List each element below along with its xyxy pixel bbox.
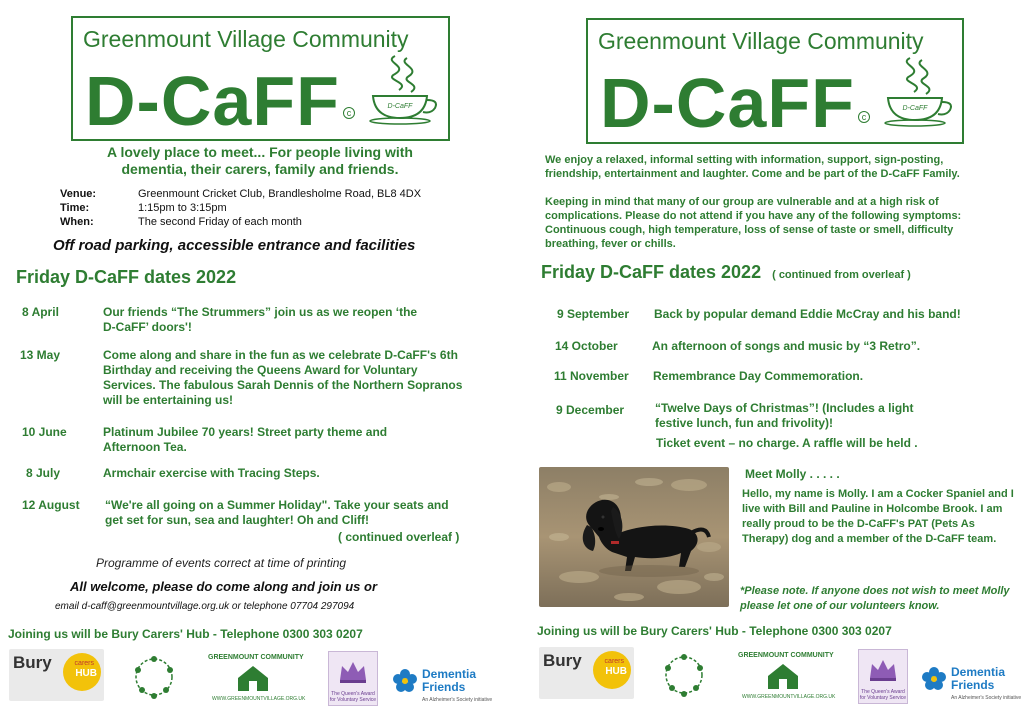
continued-overleaf: ( continued overleaf ) — [338, 530, 460, 544]
molly-heading: Meet Molly . . . . . — [745, 467, 840, 481]
event-date: 13 May — [20, 348, 61, 362]
left-dates-title: Friday D-CaFF dates 2022 — [16, 267, 237, 287]
event-text: Remembrance Day Commemoration. — [653, 369, 864, 383]
molly-note: *Please note. If anyone does not wish to meet Molly please let one of our volunteers know. — [740, 585, 1010, 612]
event-text: “We're all going on a Summer Holiday". Take your seats and get set for sun, sea and laughter! Oh and Cliff! — [105, 498, 449, 527]
forget-me-not-icon — [392, 668, 418, 694]
community-url: WWW.GREENMOUNTVILLAGE.ORG.UK — [742, 694, 836, 700]
community-url: WWW.GREENMOUNTVILLAGE.ORG.UK — [212, 696, 306, 702]
dementia-word: Dementia — [422, 667, 477, 681]
queens-award-logo — [858, 649, 908, 704]
event-date: 9 December — [556, 403, 625, 417]
hub-text: HUB — [605, 666, 627, 677]
community-arc-text: GREENMOUNT COMMUNITY — [208, 654, 304, 661]
queens-award-text: The Queen's Award for Voluntary Service — [329, 691, 377, 703]
time-label: Time: — [60, 202, 90, 214]
event-text: Armchair exercise with Tracing Steps. — [103, 466, 320, 480]
programme-note: Programme of events correct at time of printing — [96, 556, 347, 570]
coffee-cup-icon — [365, 52, 441, 126]
forget-me-not-icon — [921, 666, 947, 692]
event-text: Platinum Jubilee 70 years! Street party theme and Afternoon Tea. — [103, 425, 388, 454]
queens-award-text: The Queen's Award for Voluntary Service — [859, 689, 907, 701]
bury-text: Bury — [543, 651, 582, 670]
carers-hub-line: Joining us will be Bury Carers' Hub - Telephone 0300 303 0207 — [537, 624, 892, 638]
welcome-note: All welcome, please do come along and join us or — [70, 579, 378, 594]
event-date: 8 July — [26, 466, 61, 480]
crown-icon — [868, 656, 898, 682]
dementia-friends-logo — [392, 666, 492, 706]
molly-photo — [539, 467, 729, 607]
event-date: 8 April — [22, 305, 59, 319]
dementia-subtext: An Alzheimer's Society initiative — [951, 695, 1022, 701]
event-text: Back by popular demand Eddie McCray and his band! — [654, 307, 961, 321]
molly-description: Hello, my name is Molly. I am a Cocker Spaniel and I live with Bill and Pauline in Holcombe Brook. I am really proud to be the D-CaFF's PAT (Pets As Therapy) dog and a member of the D-CaFF team. — [742, 488, 1014, 545]
logo-brand: D-CaFF — [85, 62, 340, 140]
carers-text: carers — [74, 660, 94, 667]
copyright-mark: c — [343, 107, 355, 119]
logo-brand: D-CaFF — [600, 64, 855, 142]
dementia-subtext: An Alzheimer's Society initiative — [422, 697, 493, 703]
queens-award-logo — [328, 651, 378, 706]
dementia-friends-text — [951, 666, 1005, 692]
dates-title-text: Friday D-CaFF dates 2022 — [541, 262, 762, 282]
parking-note: Off road parking, accessible entrance and facilities — [53, 237, 416, 254]
coffee-cup-icon — [880, 54, 956, 128]
dementia-word: Dementia — [951, 665, 1006, 679]
dementia-friends-logo — [921, 664, 1021, 704]
friends-word: Friends — [951, 678, 995, 692]
greenmount-community-logo — [732, 652, 836, 702]
time-value: 1:15pm to 3:15pm — [138, 202, 227, 214]
event-text: “Twelve Days of Christmas”! (Includes a light festive lunch, fun and frivolity)! — [655, 401, 914, 430]
right-logo-box — [586, 18, 964, 144]
right-dates-title — [541, 262, 911, 283]
carers-text: carers — [604, 658, 624, 665]
when-value: The second Friday of each month — [138, 216, 302, 228]
bury-text: Bury — [13, 653, 52, 672]
bury-carers-hub-logo — [539, 647, 634, 699]
event-date: 12 August — [22, 498, 80, 512]
event-date: 14 October — [555, 339, 618, 353]
cup-label: D-CaFF — [387, 103, 413, 110]
continued-from-note: ( continued from overleaf ) — [772, 269, 911, 281]
ticket-note: Ticket event – no charge. A raffle will be held . — [656, 436, 918, 450]
tagline-line-2: dementia, their carers, family and friends. — [121, 161, 399, 177]
venue-value: Greenmount Cricket Club, Brandlesholme Road, BL8 4DX — [138, 188, 422, 200]
event-text: An afternoon of songs and music by “3 Retro”. — [652, 339, 921, 353]
dementia-friends-text — [422, 668, 476, 694]
friends-word: Friends — [422, 680, 466, 694]
cup-label: D-CaFF — [902, 105, 928, 112]
house-icon — [766, 662, 800, 690]
carers-hub-line: Joining us will be Bury Carers' Hub - Telephone 0300 303 0207 — [8, 627, 363, 641]
contact-email-line: email d-caff@greenmountvillage.org.uk or telephone 07704 297094 — [55, 601, 355, 612]
house-icon — [236, 664, 270, 692]
symptoms-warning: Keeping in mind that many of our group are vulnerable and at a high risk of complications. Please do not attend if you have any of the following symptoms: Continuous cough, high temperature, loss of sense of taste or smell, difficulty breathing, fever or chills. — [545, 196, 962, 250]
logo-community-title: Greenmount Village Community — [598, 28, 924, 54]
copyright-mark: c — [858, 111, 870, 123]
event-text: Come along and share in the fun as we celebrate D-CaFF's 6th Birthday and receiving the Queens Award for Voluntary Services. The fabulous Sarah Dennis of the Northern Sopranos will be entertaining us! — [103, 348, 463, 407]
crown-icon — [338, 658, 368, 684]
dog-in-water-image — [539, 467, 729, 607]
event-date: 11 November — [554, 369, 629, 383]
left-tagline — [70, 144, 450, 178]
hub-text: HUB — [75, 668, 97, 679]
logo-community-title: Greenmount Village Community — [83, 26, 409, 52]
tagline-line-1: A lovely place to meet... For people living with — [107, 144, 413, 160]
greenmount-community-logo — [202, 654, 306, 704]
event-date: 10 June — [22, 425, 67, 439]
d-caff-outreach-logo — [126, 650, 182, 704]
event-text: Our friends “The Strummers” join us as we reopen ‘the D-CaFF’ doors'! — [103, 305, 418, 334]
left-logo-box — [71, 16, 450, 141]
d-caff-outreach-logo — [656, 648, 712, 702]
bury-carers-hub-logo — [9, 649, 104, 701]
community-arc-text: GREENMOUNT COMMUNITY — [738, 652, 834, 659]
intro-paragraph: We enjoy a relaxed, informal setting with information, support, sign-posting, friendship, entertainment and laughter. Come and be part of the D-CaFF Family. — [545, 154, 960, 180]
event-date: 9 September — [557, 307, 630, 321]
venue-label: Venue: — [60, 188, 97, 200]
when-label: When: — [60, 216, 94, 228]
